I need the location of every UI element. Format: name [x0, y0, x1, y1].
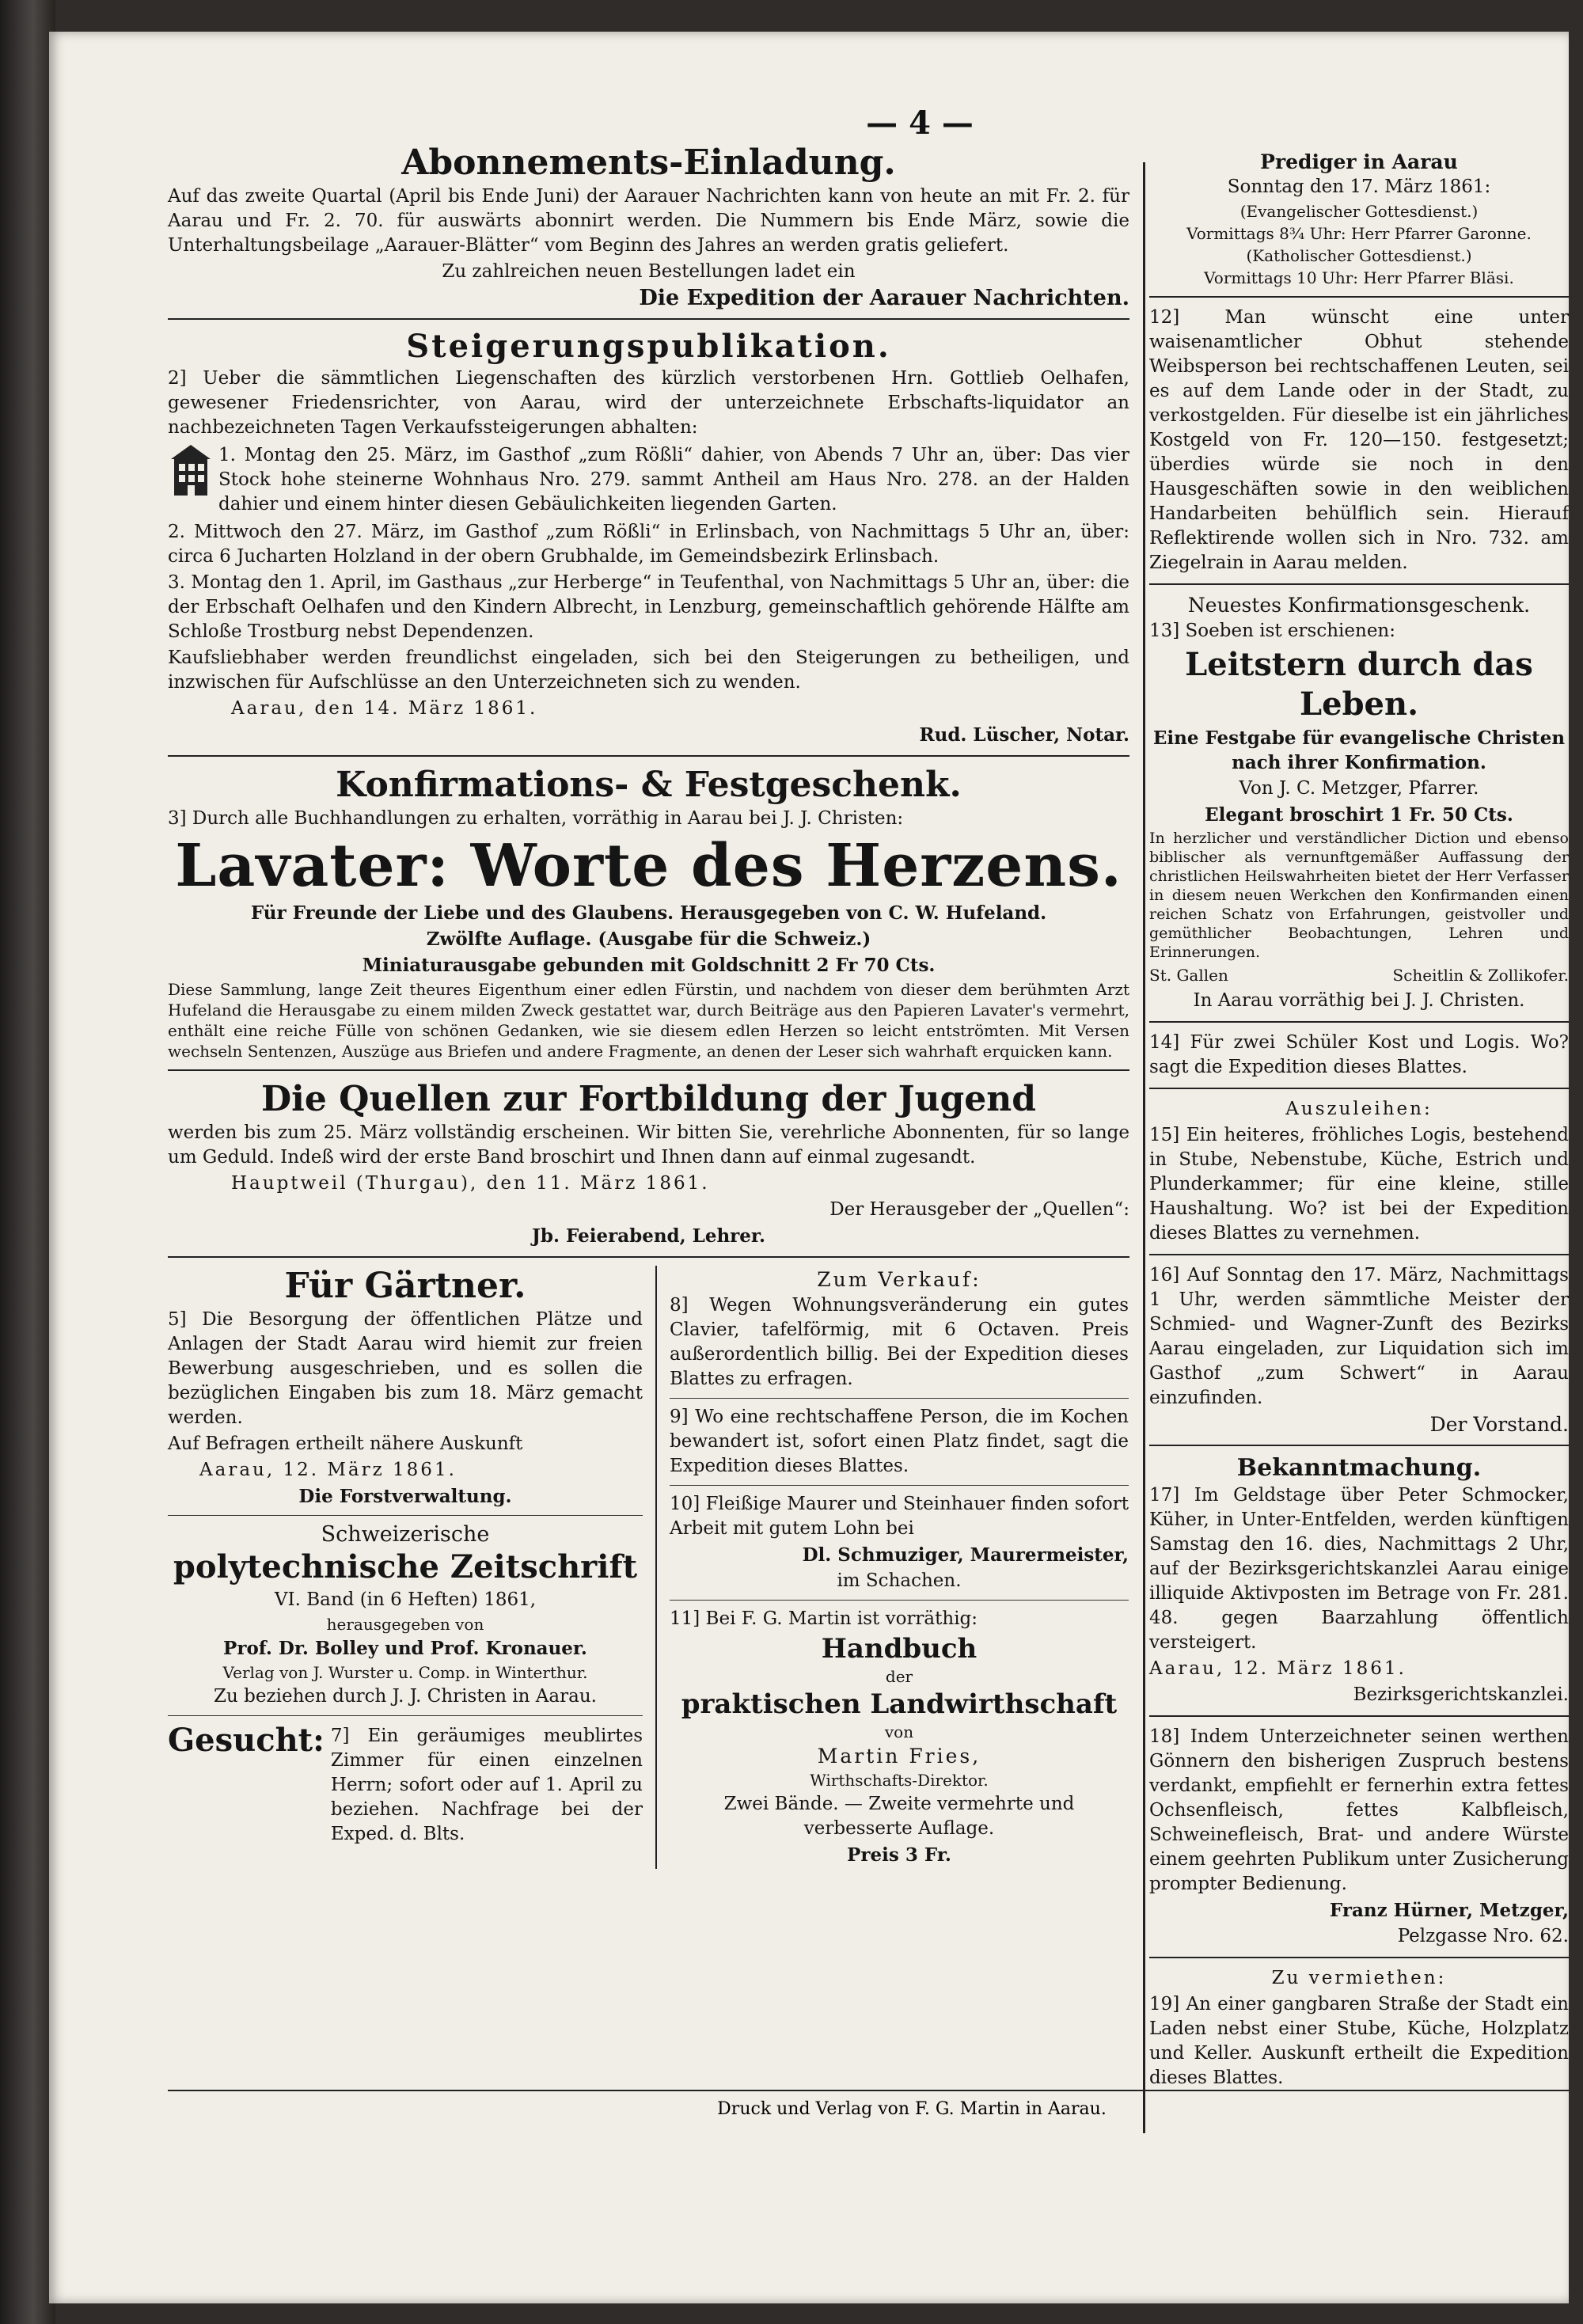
prediger-ev2: Vormittags 8¾ Uhr: Herr Pfarrer Garonne.	[1186, 224, 1532, 243]
ad14-body: 14] Für zwei Schüler Kost und Logis. Wo? sagt die Expedition dieses Blattes.	[1149, 1032, 1569, 1077]
ad17-sig: Bezirksgerichtskanzlei.	[1353, 1684, 1569, 1705]
rule	[168, 1256, 1129, 1258]
ad18-sig2: Pelzgasse Nro. 62.	[1397, 1926, 1569, 1946]
ad18-sig1: Franz Hürner, Metzger,	[1329, 1900, 1569, 1921]
leitstern-intro: 13] Soeben ist erschienen:	[1149, 621, 1395, 641]
steigerung-closing: Kaufsliebhaber werden freundlichst eingeladen, sich bei den Steigerungen zu betheiligen, und inzwischen für Aufschlüsse an den Unterzeichneten sich zu wenden.	[168, 647, 1129, 693]
lavater-sub1: Für Freunde der Liebe und des Glaubens. Herausgegeben von C. W. Hufeland.	[250, 902, 1047, 924]
rule	[670, 1485, 1129, 1486]
abo-line2: Zu zahlreichen neuen Bestellungen ladet ein	[442, 261, 856, 282]
prediger-ev: (Evangelischer Gottesdienst.)	[1239, 202, 1479, 221]
right-column	[1149, 150, 1569, 2092]
rule	[168, 1069, 1129, 1071]
ad16-body: 16] Auf Sonntag den 17. März, Nachmittags 1 Uhr, werden sämmtliche Meister der Schmied- und Wagner-Zunft des Bezirks Aarau eingeladen, zur Liquidation sich im Gasthof „zum Schwert“ in Aarau einzufinden.	[1149, 1265, 1569, 1408]
quellen-body: werden bis zum 25. März vollständig erscheinen. Wir bitten Sie, verehrliche Abonnenten, für so lange um Geduld. Indeß wird der erste Band broschirt und Ihnen dann auf einmal zugesandt.	[168, 1122, 1129, 1168]
gesucht-body: 7] Ein geräumiges meublirtes Zimmer für einen einzelnen Herrn; sofort oder auf 1. April zu beziehen. Nachfrage bei der Exped. d. Blts.	[330, 1726, 643, 1844]
rule	[1149, 1088, 1569, 1089]
steigerung-signature: Rud. Lüscher, Notar.	[919, 724, 1129, 746]
ad19-head: Zu vermiethen:	[1271, 1968, 1447, 1988]
leitstern-desc: In herzlicher und verständlicher Diction und ebenso biblischer als vernunftgemäßer Auffassung der christlichen Heilswahrheiten bietet der Herr Verfasser in diesem neuen Werkchen den Konfirmanden einen reichen Schatz von Erfahrungen, geistvoller und gemüthlicher Beobachtungen, Lehren und Erinnerungen.	[1149, 830, 1569, 961]
abo-signature: Die Expedition der Aarauer Nachrichten.	[639, 286, 1129, 310]
left-column	[168, 142, 1129, 1869]
poly-title: polytechnische Zeitschrift	[173, 1548, 638, 1585]
gaertner-body2: Auf Befragen ertheilt nähere Auskunft	[168, 1434, 523, 1454]
ad19-body: 19] An einer gangbaren Straße der Stadt ein Laden nebst einer Stube, Küche, Holzplatz und Keller. Auskunft ertheilt die Expedition dieses Blattes.	[1149, 1994, 1569, 2088]
handbuch-vols: Zwei Bände. — Zweite vermehrte und verbesserte Auflage.	[723, 1794, 1075, 1839]
quellen-sig2: Jb. Feierabend, Lehrer.	[532, 1225, 765, 1247]
ad17-date: Aarau, 12. März 1861.	[1149, 1658, 1406, 1679]
maurer-sig1: Dl. Schmuziger, Maurermeister,	[802, 1544, 1129, 1566]
steigerung-item2: 2. Mittwoch den 27. März, im Gasthof „zum Rößli“ in Erlinsbach, von Nachmittags 5 Uhr an, über: circa 6 Jucharten Holzland in der obern Grubhalde, im Gemeindsbezirk Erlinsbach.	[168, 522, 1129, 567]
handbuch-author: Martin Fries,	[817, 1745, 981, 1768]
poly-eds: Prof. Dr. Bolley und Prof. Kronauer.	[223, 1638, 587, 1659]
maurer-body: 10] Fleißige Maurer und Steinhauer finden sofort Arbeit mit gutem Lohn bei	[670, 1494, 1129, 1539]
ad12-body: 12] Man wünscht eine unter waisenamtlicher Obhut stehende Weibsperson bei rechtschaffenen Leuten, sei es auf dem Lande oder in der Stadt, zu verkostgelden. Für dieselbe ist ein jährliches Kostgeld von Fr. 120—150. festgesetzt; überdies würde sie noch in den Hausgeschäften sowie in den weiblichen Handarbeiten behülflich sein. Hierauf Reflektirende wollen sich in Nro. 732. am Ziegelrain in Aarau melden.	[1149, 307, 1569, 573]
column-divider	[1143, 162, 1145, 2133]
leitstern-pubR: Scheitlin & Zollikofer.	[1392, 966, 1569, 985]
maurer-sig2: im Schachen.	[837, 1570, 962, 1591]
house-icon	[168, 442, 214, 497]
lavater-desc: Diese Sammlung, lange Zeit theures Eigenthum einer edlen Fürstin, und nachdem von dieser dem berühmten Arzt Hufeland die Herausgabe zu einem milden Zweck gestattet war, durch Beiträge aus den Papieren Lavater's vermehrt, enthält eine reiche Fülle von schönen Gedanken, wie sie diesem edlen Herzen so leicht entströmten. Mit Versen wechseln Sentenzen, Auszüge aus Briefen und andere Fragmente, an denen der Leser sich wahrhaft erquicken kann.	[168, 980, 1129, 1061]
leitstern-price: Elegant broschirt 1 Fr. 50 Cts.	[1205, 804, 1513, 826]
abo-body: Auf das zweite Quartal (April bis Ende Juni) der Aarauer Nachrichten kann von heute an mit Fr. 2. für Aarau und Fr. 2. 70. für auswärts abonnirt werden. Die Nummern bis Ende März, sowie die Unterhaltungsbeilage „Aarauer-Blätter“ vom Beginn des Jahres an werden gratis geliefert.	[168, 186, 1129, 256]
gesucht-word: Gesucht:	[168, 1722, 325, 1759]
quellen-title: Die Quellen zur Fortbildung der Jugend	[261, 1079, 1036, 1119]
gaertner-title: Für Gärtner.	[284, 1266, 526, 1306]
lower-split	[168, 1266, 1129, 1869]
rule	[1149, 296, 1569, 298]
ad15-head: Auszuleihen:	[1285, 1099, 1433, 1119]
bottom-rule	[168, 2090, 1569, 2091]
rule	[670, 1600, 1129, 1601]
koch-body: 9] Wo eine rechtschaffene Person, die im Kochen bewandert ist, sofort einen Platz findet, sagt die Expedition dieses Blattes.	[670, 1407, 1129, 1476]
footer-imprint: Druck und Verlag von F. G. Martin in Aarau.	[717, 2099, 1107, 2119]
quellen-date: Hauptweil (Thurgau), den 11. März 1861.	[231, 1173, 710, 1194]
ad15-body: 15] Ein heiteres, fröhliches Logis, bestehend in Stube, Nebenstube, Küche, Estrich und Plunderkammer; für eine kleine, stille Haushaltung. Wo? ist bei der Expedition dieses Blattes zu vernehmen.	[1149, 1125, 1569, 1244]
steigerung-intro: 2] Ueber die sämmtlichen Liegenschaften des kürzlich verstorbenen Hrn. Gottlieb Oelhafen, gewesener Friedensrichter, von Aarau, wird der unterzeichnete Erbschafts-liquidator an nachbezeichneten Tagen Verkaufssteigerungen abhalten:	[168, 368, 1129, 438]
leitstern-pub-row	[1149, 963, 1569, 987]
poly-avail: Zu beziehen durch J. J. Christen in Aarau.	[214, 1686, 597, 1707]
verkauf-body: 8] Wegen Wohnungsveränderung ein gutes Clavier, tafelförmig, mit 6 Octaven. Preis außerordentlich billig. Bei der Expedition dieses Blattes zu erfragen.	[670, 1295, 1129, 1389]
abo-ad	[168, 142, 1129, 310]
rule	[168, 318, 1129, 320]
quellen-ad	[168, 1079, 1129, 1248]
leitstern-head: Neuestes Konfirmationsgeschenk.	[1187, 594, 1531, 617]
handbuch-price: Preis 3 Fr.	[847, 1844, 951, 1866]
leitstern-sub: Eine Festgabe für evangelische Christen nach ihrer Konfirmation.	[1152, 727, 1566, 773]
prediger-date: Sonntag den 17. März 1861:	[1227, 177, 1491, 197]
rule	[1149, 1021, 1569, 1023]
handbuch-intro: 11] Bei F. G. Martin ist vorräthig:	[670, 1608, 978, 1629]
rule	[1149, 1957, 1569, 1958]
steigerung-item1: 1. Montag den 25. März, im Gasthof „zum Rößli“ dahier, von Abends 7 Uhr an, über: Das vier Stock hohe steinerne Wohnhaus Nro. 279. sammt Antheil am Haus Nro. 278. an der Halden dahier und einem hinter diesen Gebäulichkeiten liegenden Garten.	[218, 445, 1129, 515]
verkauf-title: Zum Verkauf:	[817, 1268, 981, 1291]
rule	[1149, 1445, 1569, 1446]
newspaper-page	[49, 32, 1569, 2303]
steigerung-item1-row	[168, 442, 1129, 518]
poly-pub: Verlag von J. Wurster u. Comp. in Winterthur.	[222, 1663, 588, 1682]
lavater-sub2: Zwölfte Auflage. (Ausgabe für die Schweiz.)	[426, 928, 871, 950]
lower-right-column	[657, 1266, 1129, 1869]
ad17-head: Bekanntmachung.	[1236, 1454, 1482, 1482]
steigerung-item3: 3. Montag den 1. April, im Gasthaus „zur Herberge“ in Teufenthal, von Nachmittags 5 Uhr an, über: die der Erbschaft Oelhafen und den Kindern Albrecht, in Lenzburg, gemeinschaftlich gehörende Hälfte am Schloße Trostburg nebst Dependenzen.	[168, 572, 1129, 642]
handbuch-t1: Handbuch	[821, 1633, 978, 1665]
ad17-body: 17] Im Geldstage über Peter Schmocker, Küher, in Unter-Entfelden, werden künftigen Samstag den 16. dies, Nachmittags 2 Uhr, auf der Bezirksgerichtskanzlei Aarau einige illiquide Aktivposten im Betrage von Fr. 281. 48. gegen Baarzahlung öffentlich versteigert.	[1149, 1485, 1569, 1653]
handbuch-t2: der	[885, 1667, 913, 1686]
gaertner-signature: Die Forstverwaltung.	[298, 1486, 512, 1507]
steigerung-ad	[168, 328, 1129, 747]
prediger-kath2: Vormittags 10 Uhr: Herr Pfarrer Bläsi.	[1204, 268, 1514, 287]
konfirmation-ad	[168, 765, 1129, 1061]
poly-vol: VI. Band (in 6 Heften) 1861,	[274, 1589, 537, 1610]
rule	[1149, 583, 1569, 585]
gaertner-date: Aarau, 12. März 1861.	[199, 1460, 457, 1480]
poly-ed: herausgegeben von	[326, 1615, 484, 1634]
book-binding	[0, 0, 55, 2324]
leitstern-author: Von J. C. Metzger, Pfarrer.	[1239, 778, 1479, 799]
rule	[168, 1515, 643, 1516]
leitstern-avail: In Aarau vorräthig bei J. J. Christen.	[1193, 990, 1525, 1011]
rule	[670, 1398, 1129, 1399]
leitstern-pubL: St. Gallen	[1149, 966, 1228, 985]
quellen-sig1: Der Herausgeber der „Quellen“:	[829, 1199, 1129, 1220]
prediger-kath: (Katholischer Gottesdienst.)	[1246, 246, 1472, 265]
konfirmation-title: Konfirmations- & Festgeschenk.	[336, 765, 962, 805]
rule	[1149, 1715, 1569, 1717]
ad16-sig: Der Vorstand.	[1429, 1413, 1569, 1436]
rule	[1149, 1254, 1569, 1255]
handbuch-t4: von	[884, 1722, 914, 1741]
ad18-body: 18] Indem Unterzeichneter seinen werthen Gönnern den bisherigen Zuspruch bestens verdankt, empfiehlt er fernerhin extra fettes Ochsenfleisch, fettes Kalbfleisch, Schweinefleisch, Brat- und andere Würste einem geehrten Publikum unter Zusicherung prompter Bedienung.	[1149, 1726, 1569, 1894]
poly-line1: Schweizerische	[321, 1522, 490, 1547]
page-number: — 4 —	[866, 104, 974, 142]
lavater-title: Lavater: Worte des Herzens.	[175, 832, 1122, 900]
rule	[168, 1715, 643, 1716]
lower-left-column	[168, 1266, 657, 1869]
steigerung-title: Steigerungspublikation.	[406, 328, 891, 365]
abo-title: Abonnements-Einladung.	[401, 142, 896, 183]
handbuch-role: Wirthschafts-Direktor.	[810, 1771, 989, 1790]
rule	[168, 755, 1129, 757]
prediger-title: Prediger in Aarau	[1260, 150, 1458, 173]
handbuch-t3: praktischen Landwirthschaft	[681, 1688, 1118, 1720]
konfirmation-intro: 3] Durch alle Buchhandlungen zu erhalten, vorräthig in Aarau bei J. J. Christen:	[168, 808, 904, 829]
gesucht-ad	[168, 1722, 643, 1848]
leitstern-title: Leitstern durch das Leben.	[1185, 646, 1533, 723]
gaertner-body: 5] Die Besorgung der öffentlichen Plätze und Anlagen der Stadt Aarau wird hiemit zur freien Bewerbung ausgeschrieben, und es sollen die bezüglichen Eingaben bis zum 18. März gemacht werden.	[168, 1309, 643, 1428]
steigerung-date: Aarau, den 14. März 1861.	[231, 698, 538, 719]
lavater-sub3: Miniaturausgabe gebunden mit Goldschnitt 2 Fr 70 Cts.	[362, 955, 936, 976]
